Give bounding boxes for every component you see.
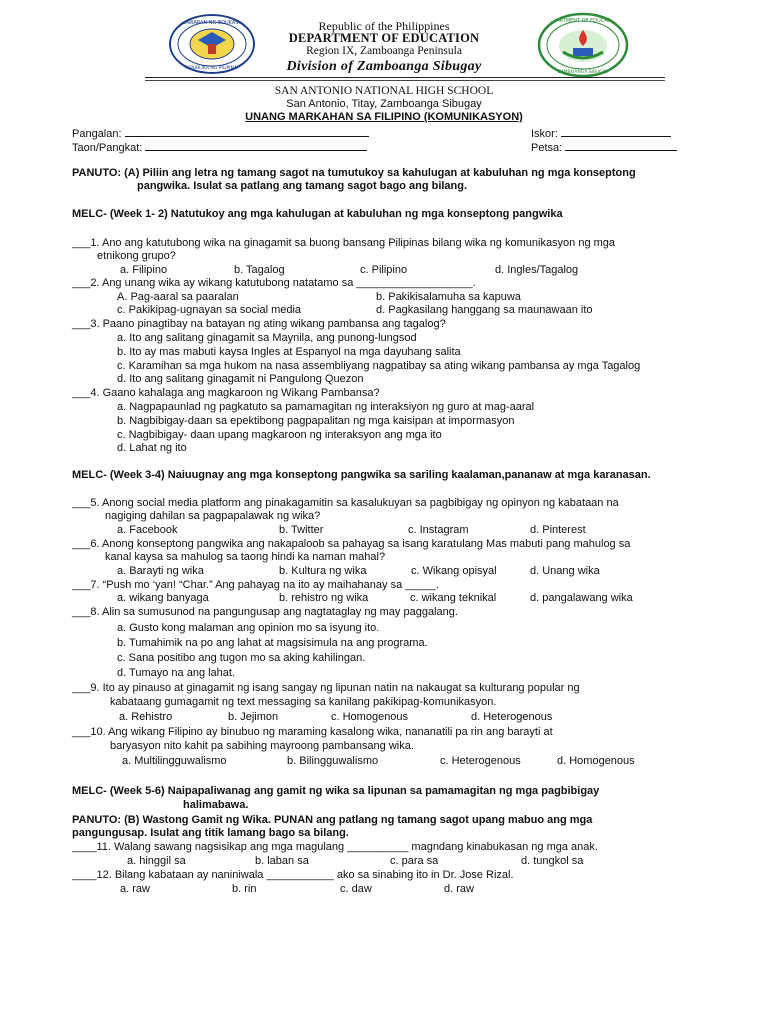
q11-option-a: a. hinggil sa — [127, 855, 186, 867]
header-divider-thin — [145, 80, 665, 81]
name-blank[interactable] — [125, 126, 369, 137]
q4-option-a: a. Nagpapaunlad ng pagkatuto sa pamamagitan ng interaksiyon ng guro at mag-aaral — [117, 401, 535, 413]
q11-option-c: c. para sa — [390, 855, 439, 867]
q10-option-d: d. Homogenous — [557, 755, 635, 767]
q5-option-d: d. Pinterest — [530, 524, 586, 536]
question-9-stem-cont: kabataang gumagamit ng text messaging sa kanilang pakikipag-komunikasyon. — [110, 696, 497, 708]
region-line: Region IX, Zamboanga Peninsula — [306, 45, 462, 57]
question-10-stem-cont: baryasyon nito kahit pa sabihing mayroong pambansang wika. — [110, 740, 414, 752]
q7-option-c: c. wikang teknikal — [410, 592, 497, 604]
q9-option-b: b. Jejimon — [228, 711, 279, 723]
svg-text:ZAMBOANGA SIBUGAY: ZAMBOANGA SIBUGAY — [557, 70, 609, 75]
q2-option-c: c. Pakikipag-ugnayan sa social media — [117, 304, 302, 316]
school-address: San Antonio, Titay, Zamboanga Sibugay — [286, 98, 482, 110]
question-8-stem: ___8. Alin sa sumusunod na pangungusap ang nagtataglay ng may paggalang. — [72, 606, 458, 618]
question-1-stem: ___1. Ano ang katutubong wika na ginagamit sa buong bansang Pilipinas bilang wika ng komunikasyon ng mga — [72, 237, 616, 249]
q7-option-a: a. wikang banyaga — [117, 592, 209, 604]
svg-text:DEPARTMENT OF EDUCATION: DEPARTMENT OF EDUCATION — [546, 18, 620, 24]
q3-option-a: a. Ito ang salitang ginagamit sa Maynila, ang punong-lungsod — [117, 332, 417, 344]
q4-option-d: d. Lahat ng ito — [117, 442, 187, 454]
q10-option-c: c. Heterogenous — [440, 755, 521, 767]
score-field[interactable] — [531, 126, 671, 141]
question-12-stem: ____12. Bilang kabataan ay naniniwala ___________ ako sa sinabing ito in Dr. Jose Rizal. — [72, 869, 514, 881]
melc-week-3-4: MELC- (Week 3-4) Naiuugnay ang mga konseptong pangwika sa sariling kaalaman,pananaw at mga karanasan. — [72, 469, 651, 481]
melc-week-5-6-cont: halimabawa. — [183, 799, 249, 811]
melc-week-5-6: MELC- (Week 5-6) Naipapaliwanag ang gamit ng wika sa lipunan sa pamamagitan ng mga pagbibigay — [72, 785, 600, 797]
section-blank[interactable] — [145, 140, 367, 151]
division-line: Division of Zamboanga Sibugay — [286, 59, 482, 74]
q6-option-c: c. Wikang opisyal — [411, 565, 497, 577]
q5-option-c: c. Instagram — [408, 524, 469, 536]
q11-option-b: b. laban sa — [255, 855, 309, 867]
school-name: SAN ANTONIO NATIONAL HIGH SCHOOL — [274, 85, 494, 97]
q4-option-c: c. Nagbibigay- daan upang magkaroon ng interaksyon ang mga ito — [117, 429, 442, 441]
q6-option-d: d. Unang wika — [530, 565, 600, 577]
q8-option-c: c. Sana positibo ang tugon mo sa aking kahilingan. — [117, 652, 366, 664]
question-6-stem: ___6. Anong konseptong pangwika ang nakapaloob sa pahayag sa isang karatulang Mas mabuti pang mahulog sa — [72, 538, 631, 550]
q1-option-b: b. Tagalog — [234, 264, 285, 276]
date-blank[interactable] — [565, 140, 677, 151]
q10-option-a: a. Multilingguwalismo — [122, 755, 227, 767]
section-label: Taon/Pangkat: — [72, 142, 143, 154]
melc-week-1-2: MELC- (Week 1- 2) Natutukoy ang mga kahulugan at kabuluhan ng mga konseptong pangwika — [72, 208, 563, 220]
question-4-stem: ___4. Gaano kahalaga ang magkaroon ng Wikang Pambansa? — [72, 387, 380, 399]
question-5-stem-cont: nagiging dahilan sa pagpapalawak ng wika? — [105, 510, 321, 522]
q9-option-d: d. Heterogenous — [471, 711, 553, 723]
question-11-stem: ____11. Walang sawang nagsisikap ang mga magulang __________ magndang kinabukasan ng mga anak. — [72, 841, 598, 853]
department-line: DEPARTMENT OF EDUCATION — [288, 31, 480, 45]
q3-option-b: b. Ito ay mas mabuti kaysa Ingles at Espanyol na mga dayuhang salita — [117, 346, 461, 358]
q1-option-d: d. Ingles/Tagalog — [495, 264, 579, 276]
q3-option-c: c. Karamihan sa mga hukom na nasa assembliyang nagpatibay sa ating wikang pambansa ay mga Tagalog — [117, 360, 641, 372]
q7-option-d: d. pangalawang wika — [530, 592, 633, 604]
question-1-stem-cont: etnikong grupo? — [97, 250, 176, 262]
q4-option-b: b. Nagbibigay-daan sa epektibong pagpapalitan ng mga kaisipan at impormasyon — [117, 415, 515, 427]
q11-option-d: d. tungkol sa — [521, 855, 584, 867]
q8-option-d: d. Tumayo na ang lahat. — [117, 667, 236, 679]
date-field[interactable] — [531, 140, 677, 155]
q8-option-b: b. Tumahimik na po ang lahat at magsisimula na ang programa. — [117, 637, 428, 649]
question-2-stem: ___2. Ang unang wika ay wikang katutubong natatamo sa ___________________. — [72, 277, 476, 289]
q6-option-b: b. Kultura ng wika — [279, 565, 367, 577]
q12-option-b: b. rin — [232, 883, 257, 895]
republic-line: Republic of the Philippines — [318, 19, 450, 33]
q2-option-a: A. Pag-aaral sa paaralan — [117, 291, 239, 303]
letterhead — [0, 0, 768, 84]
panuto-a-line2: pangwika. Isulat sa patlang ang tamang sagot bago ang bilang. — [137, 180, 468, 192]
question-5-stem: ___5. Anong social media platform ang pinakagamitin sa kasalukuyan sa pagbibigay ng opinyon ng kabataan na — [72, 497, 619, 509]
panuto-a-line1: PANUTO: (A) Piliin ang letra ng tamang sagot na tumutukoy sa kahulugan at kabuluhan ng mga konseptong — [72, 167, 636, 179]
q10-option-b: b. Bilingguwalismo — [287, 755, 379, 767]
name-field[interactable] — [72, 126, 369, 141]
exam-title: UNANG MARKAHAN SA FILIPINO (KOMUNIKASYON) — [245, 111, 523, 123]
panuto-b-line1: PANUTO: (B) Wastong Gamit ng Wika. PUNAN ang patlang ng tamang sagot upang mabuo ang mga — [72, 814, 593, 826]
q7-option-b: b. rehistro ng wika — [279, 592, 369, 604]
q8-option-a: a. Gusto kong malaman ang opinion mo sa isyung ito. — [117, 622, 380, 634]
q12-option-c: c. daw — [340, 883, 372, 895]
question-6-stem-cont: kanal kaysa sa mahulog sa taong hindi ka naman mahal? — [105, 551, 386, 563]
q12-option-a: a. raw — [120, 883, 150, 895]
q6-option-a: a. Barayti ng wika — [117, 565, 204, 577]
q3-option-d: d. Ito ang salitang ginagamit ni Pangulong Quezon — [117, 373, 364, 385]
header-divider — [145, 77, 665, 78]
q5-option-a: a. Facebook — [117, 524, 178, 536]
question-3-stem: ___3. Paano pinagtibay na batayan ng ating wikang pambansa ang tagalog? — [72, 318, 446, 330]
score-blank[interactable] — [561, 126, 671, 137]
q1-option-c: c. Pilipino — [360, 264, 408, 276]
panuto-b-line2: pangungusap. Isulat ang titik lamang bago sa bilang. — [72, 827, 349, 839]
q2-option-b: b. Pakikisalamuha sa kapuwa — [376, 291, 521, 303]
q12-option-d: d. raw — [444, 883, 474, 895]
name-label: Pangalan: — [72, 128, 122, 140]
question-9-stem: ___9. Ito ay pinauso at ginagamit ng isang sangay ng lipunan natin na nakaugat sa kulturang popular ng — [72, 682, 580, 694]
svg-text:KAGAWARAN NG EDUKASYON: KAGAWARAN NG EDUKASYON — [175, 20, 249, 26]
svg-text:REPUBLIKA NG PILIPINAS: REPUBLIKA NG PILIPINAS — [184, 66, 240, 71]
score-label: Iskor: — [531, 128, 558, 140]
q2-option-d: d. Pagkasilang hanggang sa maunawaan ito — [376, 304, 593, 316]
letterhead-text — [0, 20, 768, 75]
question-7-stem: ___7. “Push mo ‘yan! “Char.” Ang pahayag na ito ay maihahanay sa _____. — [72, 579, 439, 591]
q1-option-a: a. Filipino — [120, 264, 168, 276]
q9-option-c: c. Homogenous — [331, 711, 409, 723]
q5-option-b: b. Twitter — [279, 524, 324, 536]
question-10-stem: ___10. Ang wikang Filipino ay binubuo ng maraming kasalong wika, nananatili pa rin ang barayti at — [72, 726, 553, 738]
school-info — [0, 85, 768, 124]
section-field[interactable] — [72, 140, 367, 155]
q9-option-a: a. Rehistro — [119, 711, 173, 723]
date-label: Petsa: — [531, 142, 563, 154]
